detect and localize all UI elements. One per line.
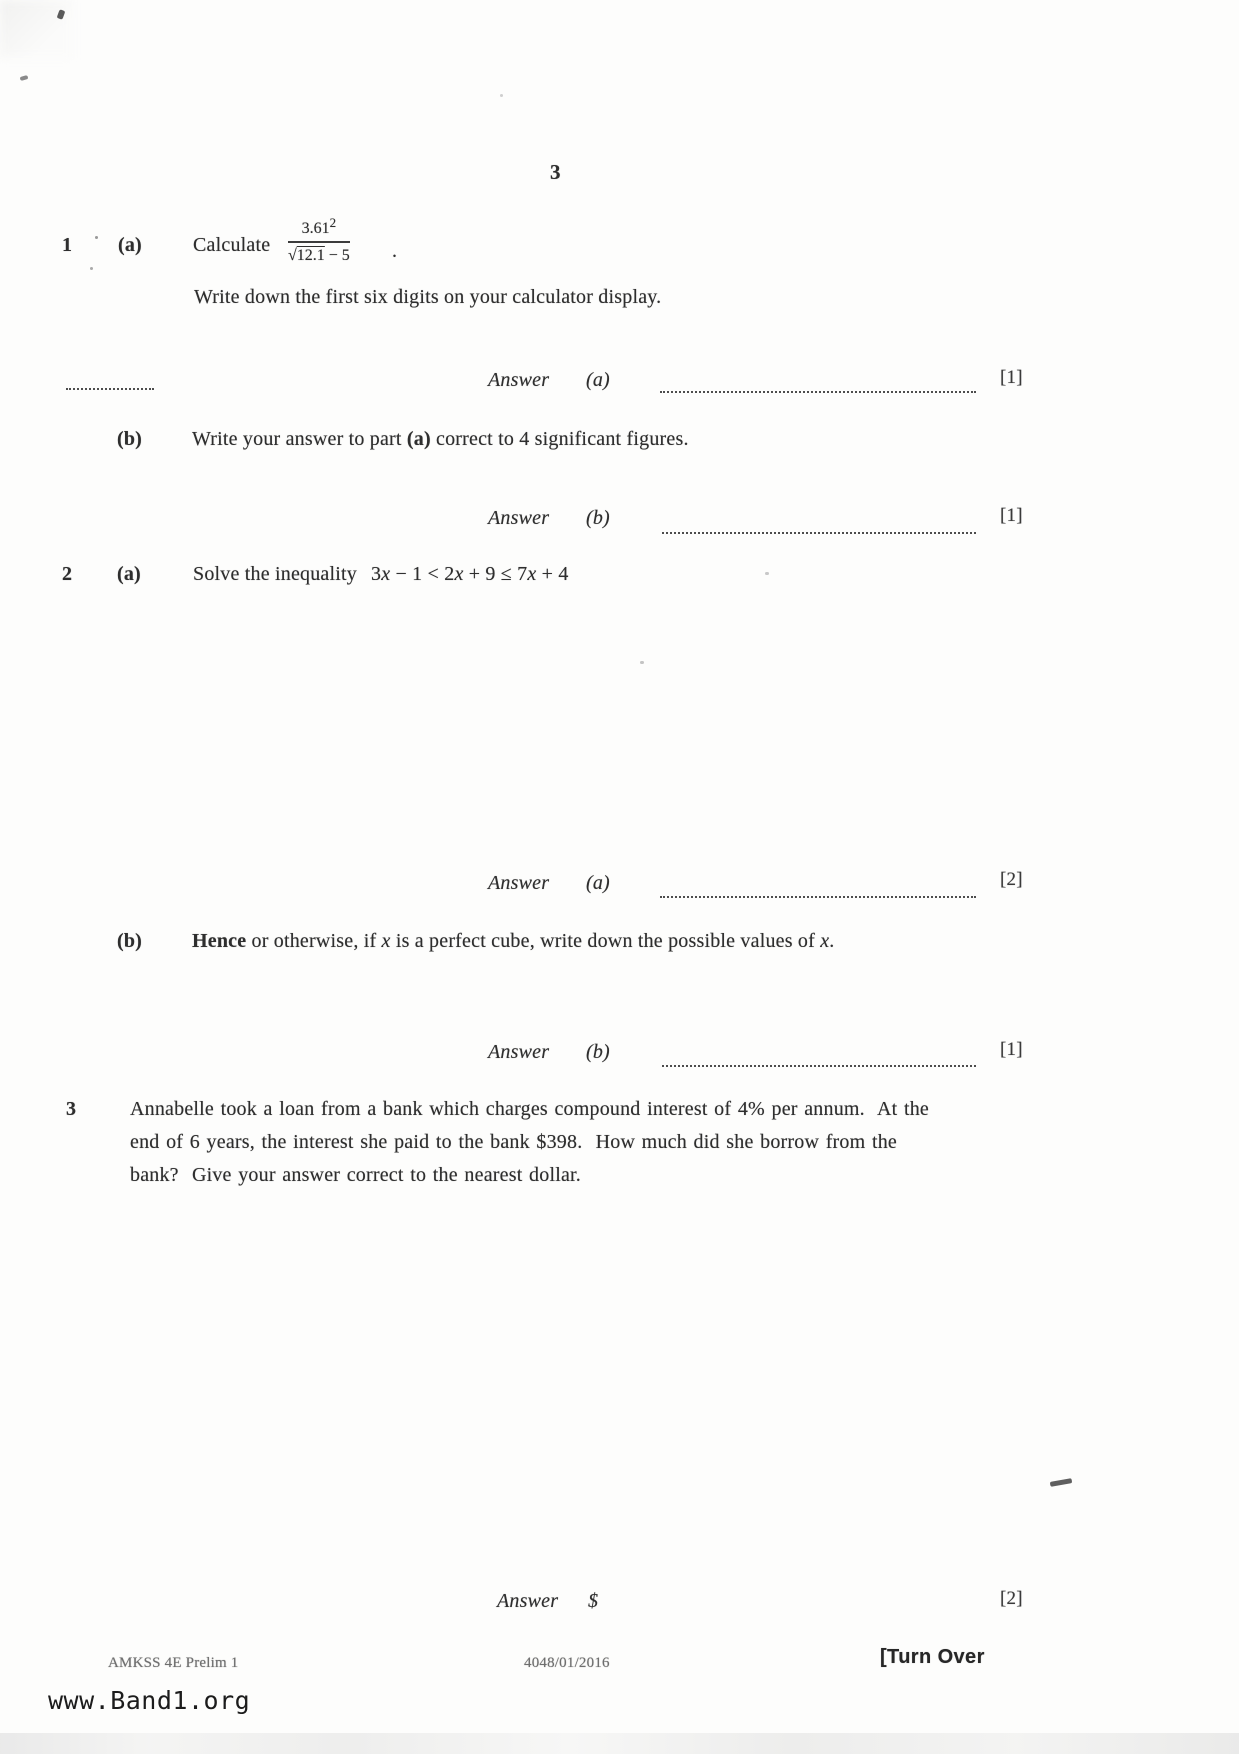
q1b-text: Write your answer to part (a) correct to 4 significant figures. xyxy=(192,428,689,450)
q3-line-3: bank? Give your answer correct to the nearest dollar. xyxy=(130,1164,582,1186)
q3-line-2: end of 6 years, the interest she paid to the bank $398. How much did she borrow from the xyxy=(130,1131,898,1153)
q1b-answer-part: (b) xyxy=(586,507,610,529)
q2a-inequality: 3x − 1 < 2x + 9 ≤ 7x + 4 xyxy=(370,563,569,585)
q1a-prefix: Calculate xyxy=(193,234,271,256)
q2a-answer-part: (a) xyxy=(586,872,610,894)
scan-speck xyxy=(640,661,644,664)
q1b-marks: [1] xyxy=(1000,505,1023,526)
fraction-denominator: √12.1 − 5 xyxy=(288,247,350,264)
stray-dotted-line xyxy=(66,384,154,390)
exponent: 2 xyxy=(329,215,337,230)
q1a-answer-line xyxy=(660,387,976,393)
q2a-text: Solve the inequality 3x − 1 < 2x + 9 ≤ 7x + 4 xyxy=(193,563,569,585)
q1a-fraction xyxy=(288,215,350,265)
q1a-answer-label: Answer xyxy=(488,369,550,391)
q2b-label: (b) xyxy=(117,930,143,952)
scan-speck xyxy=(90,267,93,270)
scan-speck xyxy=(20,75,29,81)
q1-number: 1 xyxy=(62,234,73,256)
q2a-label: (a) xyxy=(117,563,141,585)
q2b-answer-label: Answer xyxy=(488,1041,550,1063)
q2b-answer-line xyxy=(662,1061,976,1067)
q3-number: 3 xyxy=(66,1098,77,1120)
q1b-answer-line xyxy=(662,528,976,534)
q3-line-1: Annabelle took a loan from a bank which charges compound interest of 4% per annum. At the xyxy=(130,1098,929,1120)
footer-paper-code: 4048/01/2016 xyxy=(524,1655,610,1671)
q2a-answer-line xyxy=(660,892,976,898)
page-number: 3 xyxy=(550,160,561,184)
scan-speck xyxy=(765,572,769,575)
fraction-numerator: 3.61$^2$ xyxy=(288,215,350,243)
q2b-text: Hence or otherwise, if x is a perfect cube, write down the possible values of x. xyxy=(192,930,835,952)
footer-turn-over: [Turn Over xyxy=(880,1646,985,1668)
q1a-label: (a) xyxy=(118,234,142,256)
q1a-marks: [1] xyxy=(1000,367,1023,388)
q3-answer-label: Answer xyxy=(497,1590,559,1612)
scan-speck xyxy=(500,94,503,97)
scan-dash-mark xyxy=(1050,1478,1073,1487)
q2-number: 2 xyxy=(62,563,73,585)
scan-corner-smudge xyxy=(0,0,72,58)
q2a-marks: [2] xyxy=(1000,869,1023,890)
q1b-answer-label: Answer xyxy=(488,507,550,529)
watermark-band1: www.Band1.org xyxy=(48,1686,251,1715)
q2b-marks: [1] xyxy=(1000,1039,1023,1060)
q1a-period: . xyxy=(392,240,398,262)
q1a-instruction: Write down the first six digits on your calculator display. xyxy=(194,286,662,308)
q2a-answer-label: Answer xyxy=(488,872,550,894)
q1a-answer-part: (a) xyxy=(586,369,610,391)
q1b-label: (b) xyxy=(117,428,143,450)
q2b-answer-part: (b) xyxy=(586,1041,610,1063)
scan-bottom-edge xyxy=(0,1733,1239,1754)
scan-speck xyxy=(95,236,98,239)
q3-marks: [2] xyxy=(1000,1588,1023,1609)
radical-sign: √ xyxy=(288,247,297,264)
q3-answer-currency: $ xyxy=(588,1590,599,1612)
footer-paper-title: AMKSS 4E Prelim 1 xyxy=(108,1655,239,1671)
